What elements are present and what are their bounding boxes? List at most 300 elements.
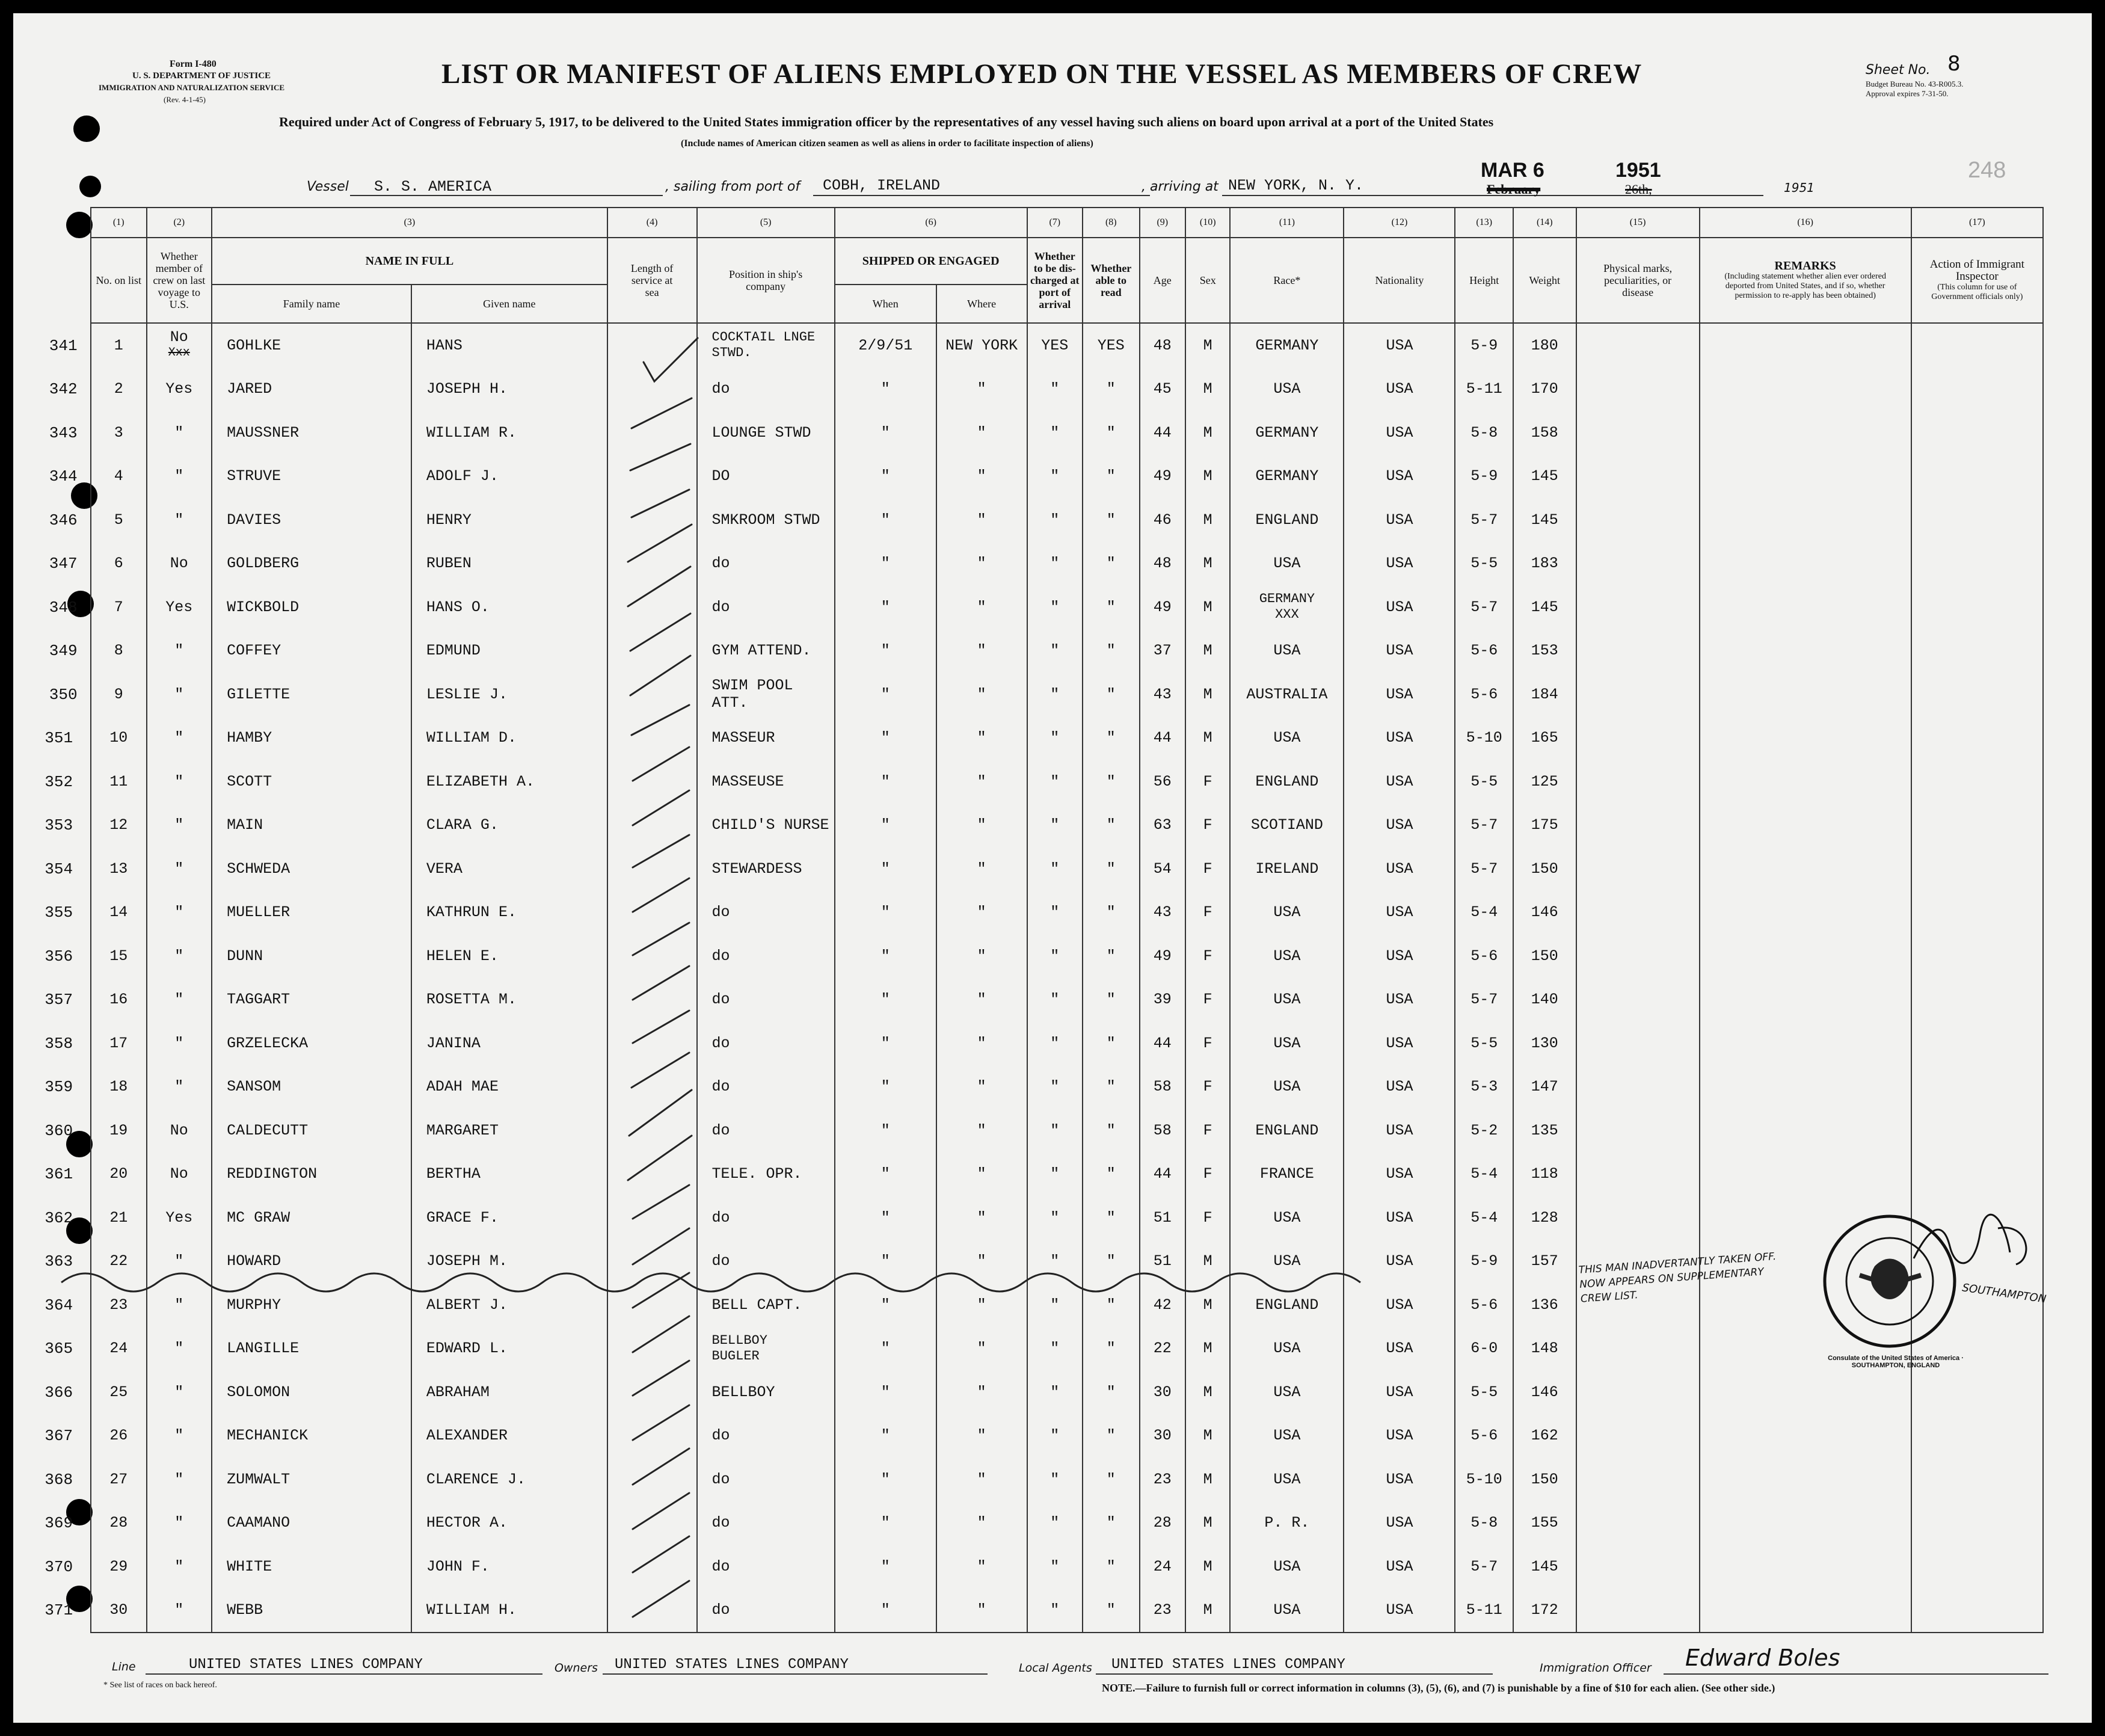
- cell-height: 5-8: [1455, 411, 1513, 455]
- margin-number: 349: [49, 642, 78, 660]
- cell-able-to-read: ": [1083, 455, 1140, 499]
- cell-age: 42: [1140, 1283, 1185, 1327]
- table-row: [91, 411, 2043, 455]
- row-number-value: 30: [109, 1601, 128, 1619]
- approval-expires: Approval expires 7-31-50.: [1866, 89, 1949, 98]
- port-from-underline: [813, 195, 1150, 196]
- cell-remarks: [1700, 1065, 1911, 1109]
- col4-num: (4): [607, 208, 697, 238]
- cell-able-to-read: ": [1083, 1545, 1140, 1589]
- inspector-title: Action of Immigrant Inspector: [1929, 258, 2024, 283]
- slash-mark: [629, 1090, 692, 1136]
- cell-weight: 158: [1513, 411, 1576, 455]
- cell-able-to-read: ": [1083, 629, 1140, 673]
- cell-last-voyage: ": [147, 1283, 212, 1327]
- cell-position: SWIM POOL ATT.: [697, 673, 835, 716]
- cell-nationality: USA: [1344, 323, 1455, 368]
- cell-nationality: USA: [1344, 1283, 1455, 1327]
- cell-discharged: ": [1027, 368, 1083, 411]
- cell-position: do: [697, 1545, 835, 1589]
- cell-shipped-when: ": [835, 891, 936, 935]
- cell-able-to-read: ": [1083, 1109, 1140, 1153]
- cell-row-number: [45, 1545, 147, 1589]
- cell-shipped-when: ": [835, 847, 936, 891]
- margin-number: 348: [49, 598, 78, 617]
- cell-row-number: [45, 716, 147, 760]
- page-stamp: 248: [1968, 158, 2006, 183]
- struck-value: Xxx: [168, 346, 190, 360]
- row-number-value: 18: [109, 1078, 128, 1096]
- cell-age: 58: [1140, 1065, 1185, 1109]
- cell-last-voyage: ": [147, 1545, 212, 1589]
- cell-shipped-where: ": [936, 411, 1027, 455]
- cell-physical-marks: [1576, 760, 1700, 804]
- cell-nationality: USA: [1344, 847, 1455, 891]
- cell-shipped-where: ": [936, 1457, 1027, 1501]
- cell-able-to-read: ": [1083, 585, 1140, 629]
- cell-position: do: [697, 1065, 835, 1109]
- include-note: (Include names of American citizen seamen as well as aliens in order to facilitate inspection of aliens): [681, 138, 1093, 149]
- cell-remarks: [1700, 1501, 1911, 1545]
- cell-nationality: USA: [1344, 368, 1455, 411]
- cell-discharged: ": [1027, 1370, 1083, 1414]
- row-number-value: 22: [109, 1252, 128, 1270]
- cell-age: 45: [1140, 368, 1185, 411]
- cell-shipped-when: ": [835, 1589, 936, 1633]
- cell-nationality: USA: [1344, 1370, 1455, 1414]
- cell-shipped-where: ": [936, 629, 1027, 673]
- col-shipped-engaged: SHIPPED OR ENGAGED: [835, 238, 1027, 285]
- cell-discharged: ": [1027, 455, 1083, 499]
- cell-race: USA: [1230, 934, 1344, 978]
- cell-discharged: ": [1027, 1501, 1083, 1545]
- row-number-value: 26: [109, 1427, 128, 1445]
- cell-nationality: USA: [1344, 1196, 1455, 1240]
- struck-month: February: [1487, 182, 1541, 197]
- sheet-number: 8: [1947, 52, 1961, 76]
- cell-family-name: GOLDBERG: [212, 542, 411, 586]
- cell-position: MASSEUSE: [697, 760, 835, 804]
- cell-given-name: EDMUND: [411, 629, 607, 673]
- cell-able-to-read: ": [1083, 804, 1140, 848]
- cell-family-name: TAGGART: [212, 978, 411, 1022]
- cell-family-name: SCHWEDA: [212, 847, 411, 891]
- cell-age: 44: [1140, 411, 1185, 455]
- agents-label: Local Agents: [1019, 1661, 1092, 1675]
- sailing-label: , sailing from port of: [665, 179, 801, 194]
- cell-row-number: [45, 804, 147, 848]
- cell-nationality: USA: [1344, 1109, 1455, 1153]
- margin-number: 370: [45, 1557, 73, 1576]
- cell-position: do: [697, 368, 835, 411]
- slash-mark: [633, 1185, 689, 1219]
- cell-position: GYM ATTEND.: [697, 629, 835, 673]
- cell-shipped-where: ": [936, 368, 1027, 411]
- col-when: When: [835, 285, 936, 323]
- cell-physical-marks: [1576, 1589, 1700, 1633]
- cell-given-name: ADAH MAE: [411, 1065, 607, 1109]
- cell-age: 44: [1140, 1153, 1185, 1196]
- cell-remarks: [1700, 542, 1911, 586]
- table-row: [91, 1327, 2043, 1371]
- cell-nationality: USA: [1344, 804, 1455, 848]
- cell-race: GERMANY XXX: [1230, 585, 1344, 629]
- cell-position: BELLBOY BUGLER: [697, 1327, 835, 1371]
- cell-inspector-action: [1911, 1457, 2043, 1501]
- cell-given-name: VERA: [411, 847, 607, 891]
- slash-mark: [632, 1053, 689, 1088]
- cell-sex: F: [1185, 891, 1230, 935]
- stamp-text: Consulate of the United States of America · SOUTHAMPTON, ENGLAND: [1828, 1355, 1964, 1369]
- cell-physical-marks: [1576, 716, 1700, 760]
- slash-mark: [633, 1448, 689, 1485]
- cell-height: 5-4: [1455, 1196, 1513, 1240]
- cell-row-number: [49, 323, 147, 368]
- cell-race: USA: [1230, 1457, 1344, 1501]
- officer-label: Immigration Officer: [1540, 1661, 1652, 1675]
- cell-sex: M: [1185, 1545, 1230, 1589]
- cell-able-to-read: ": [1083, 1240, 1140, 1284]
- cell-weight: 145: [1513, 585, 1576, 629]
- cell-given-name: ELIZABETH A.: [411, 760, 607, 804]
- cell-race: USA: [1230, 1414, 1344, 1458]
- cell-last-voyage: ": [147, 455, 212, 499]
- cell-weight: 150: [1513, 847, 1576, 891]
- margin-number: 368: [45, 1470, 73, 1489]
- cell-weight: 146: [1513, 1370, 1576, 1414]
- cell-physical-marks: [1576, 804, 1700, 848]
- cell-shipped-where: ": [936, 585, 1027, 629]
- cell-row-number: [49, 368, 147, 411]
- cell-shipped-where: ": [936, 455, 1027, 499]
- col-discharged: Whether to be dis-charged at port of arrival: [1027, 238, 1083, 323]
- cell-inspector-action: [1911, 1021, 2043, 1065]
- cell-shipped-where: ": [936, 1327, 1027, 1371]
- cell-family-name: WICKBOLD: [212, 585, 411, 629]
- remark-note: THIS MAN INADVERTANTLY TAKEN OFF. NOW APPEARS ON SUPPLEMENTARY CREW LIST.: [1578, 1250, 1777, 1305]
- cell-position: STEWARDESS: [697, 847, 835, 891]
- cell-inspector-action: [1911, 411, 2043, 455]
- cell-given-name: JOSEPH H.: [411, 368, 607, 411]
- cell-weight: 148: [1513, 1327, 1576, 1371]
- cell-remarks: [1700, 978, 1911, 1022]
- cell-physical-marks: [1576, 673, 1700, 716]
- cell-shipped-where: ": [936, 978, 1027, 1022]
- cell-last-voyage: No: [147, 1153, 212, 1196]
- cell-weight: 157: [1513, 1240, 1576, 1284]
- manifest-sheet: [13, 13, 2092, 1723]
- cell-physical-marks: [1576, 934, 1700, 978]
- cell-shipped-where: ": [936, 1501, 1027, 1545]
- cell-family-name: MAUSSNER: [212, 411, 411, 455]
- cell-position: LOUNGE STWD: [697, 411, 835, 455]
- col-family-name: Family name: [212, 285, 411, 323]
- cell-given-name: HENRY: [411, 498, 607, 542]
- cell-shipped-when: ": [835, 804, 936, 848]
- crew-rows: [45, 323, 2043, 1633]
- cell-remarks: [1700, 1589, 1911, 1633]
- cell-shipped-when: ": [835, 1501, 936, 1545]
- cell-given-name: HANS O.: [411, 585, 607, 629]
- cell-shipped-when: ": [835, 455, 936, 499]
- cell-last-voyage: [147, 323, 212, 368]
- cell-height: 5-11: [1455, 1589, 1513, 1633]
- row-number-value: 8: [114, 642, 123, 660]
- cell-discharged: ": [1027, 1153, 1083, 1196]
- cell-discharged: ": [1027, 1414, 1083, 1458]
- cell-age: 37: [1140, 629, 1185, 673]
- cell-shipped-when: ": [835, 1414, 936, 1458]
- cell-physical-marks: [1576, 455, 1700, 499]
- cell-remarks: [1700, 716, 1911, 760]
- cell-discharged: ": [1027, 1545, 1083, 1589]
- row-number-value: 12: [109, 816, 128, 834]
- owners-underline: [603, 1673, 988, 1675]
- margin-number: 354: [45, 860, 73, 878]
- southampton-note: SOUTHAMPTON: [1961, 1281, 2047, 1306]
- col-weight: Weight: [1513, 238, 1576, 323]
- slash-mark: [628, 567, 690, 606]
- cell-family-name: WEBB: [212, 1589, 411, 1633]
- cell-age: 30: [1140, 1414, 1185, 1458]
- cell-family-name: CALDECUTT: [212, 1109, 411, 1153]
- cell-inspector-action: [1911, 978, 2043, 1022]
- cell-inspector-action: [1911, 673, 2043, 716]
- cell-shipped-where: ": [936, 498, 1027, 542]
- cell-row-number: [45, 1501, 147, 1545]
- row-number-value: 23: [109, 1296, 128, 1314]
- col1-num: (1): [91, 208, 147, 238]
- cell-shipped-when: ": [835, 585, 936, 629]
- cell-height: 5-8: [1455, 1501, 1513, 1545]
- cell-weight: 170: [1513, 368, 1576, 411]
- col15-num: (15): [1576, 208, 1700, 238]
- cell-shipped-where: ": [936, 1283, 1027, 1327]
- cell-nationality: USA: [1344, 1414, 1455, 1458]
- cell-weight: 165: [1513, 716, 1576, 760]
- table-row: [91, 716, 2043, 760]
- cell-able-to-read: ": [1083, 1065, 1140, 1109]
- cell-row-number: [49, 455, 147, 499]
- agents-company: UNITED STATES LINES COMPANY: [1111, 1657, 1345, 1673]
- slash-mark: [630, 656, 690, 695]
- cell-position: MASSEUR: [697, 716, 835, 760]
- col10-num: (10): [1185, 208, 1230, 238]
- cell-sex: F: [1185, 1153, 1230, 1196]
- struck-day: 26th,: [1625, 182, 1652, 197]
- cell-nationality: USA: [1344, 1457, 1455, 1501]
- cell-weight: 140: [1513, 978, 1576, 1022]
- col6-num: (6): [835, 208, 1027, 238]
- cell-position: do: [697, 1109, 835, 1153]
- cell-shipped-where: ": [936, 1414, 1027, 1458]
- cell-sex: M: [1185, 542, 1230, 586]
- cell-race: ENGLAND: [1230, 760, 1344, 804]
- cell-height: 5-6: [1455, 673, 1513, 716]
- cell-inspector-action: [1911, 1370, 2043, 1414]
- cell-shipped-where: ": [936, 673, 1027, 716]
- cell-shipped-where: ": [936, 1240, 1027, 1284]
- margin-number: 352: [45, 772, 73, 791]
- cell-nationality: USA: [1344, 1240, 1455, 1284]
- cell-age: 56: [1140, 760, 1185, 804]
- cell-discharged: ": [1027, 629, 1083, 673]
- cell-family-name: CAAMANO: [212, 1501, 411, 1545]
- cell-sex: F: [1185, 804, 1230, 848]
- cell-height: 5-4: [1455, 1153, 1513, 1196]
- cell-able-to-read: ": [1083, 1153, 1140, 1196]
- cell-given-name: JOSEPH M.: [411, 1240, 607, 1284]
- col8-num: (8): [1083, 208, 1140, 238]
- cell-row-number: [49, 673, 147, 716]
- cell-shipped-when: ": [835, 978, 936, 1022]
- cell-inspector-action: [1911, 847, 2043, 891]
- cell-remarks: [1700, 673, 1911, 716]
- cell-given-name: LESLIE J.: [411, 673, 607, 716]
- slash-mark: [633, 1405, 689, 1440]
- cell-shipped-when: ": [835, 716, 936, 760]
- cell-race: GERMANY: [1230, 455, 1344, 499]
- cell-last-voyage: No: [147, 1109, 212, 1153]
- cell-race: USA: [1230, 1196, 1344, 1240]
- cell-inspector-action: [1911, 1065, 2043, 1109]
- cell-row-number: [45, 1153, 147, 1196]
- cell-remarks: [1700, 585, 1911, 629]
- cell-inspector-action: [1911, 629, 2043, 673]
- cell-able-to-read: ": [1083, 1457, 1140, 1501]
- margin-number: 350: [49, 685, 78, 704]
- row-number-value: 21: [109, 1208, 128, 1227]
- cell-able-to-read: ": [1083, 1327, 1140, 1371]
- cell-discharged: ": [1027, 978, 1083, 1022]
- cell-able-to-read: ": [1083, 1021, 1140, 1065]
- cell-sex: F: [1185, 847, 1230, 891]
- col2-num: (2): [147, 208, 212, 238]
- cell-sex: M: [1185, 323, 1230, 368]
- cell-remarks: [1700, 1457, 1911, 1501]
- cell-given-name: HELEN E.: [411, 934, 607, 978]
- cell-weight: 155: [1513, 1501, 1576, 1545]
- cell-sex: M: [1185, 1414, 1230, 1458]
- cell-last-voyage: ": [147, 1501, 212, 1545]
- margin-number: 341: [49, 336, 78, 355]
- cell-given-name: BERTHA: [411, 1153, 607, 1196]
- col13-num: (13): [1455, 208, 1513, 238]
- margin-number: 343: [49, 423, 78, 442]
- cell-height: 5-7: [1455, 585, 1513, 629]
- line-company: UNITED STATES LINES COMPANY: [189, 1657, 423, 1673]
- cell-position: SMKROOM STWD: [697, 498, 835, 542]
- cell-weight: 118: [1513, 1153, 1576, 1196]
- cell-age: 43: [1140, 891, 1185, 935]
- cell-physical-marks: [1576, 498, 1700, 542]
- col-length-service: Length of service at sea: [607, 238, 697, 323]
- cell-shipped-where: NEW YORK: [936, 323, 1027, 368]
- slash-mark: [633, 790, 689, 825]
- cell-inspector-action: [1911, 716, 2043, 760]
- cell-sex: M: [1185, 1501, 1230, 1545]
- cell-weight: 135: [1513, 1109, 1576, 1153]
- cell-race: USA: [1230, 1065, 1344, 1109]
- table-row: [91, 760, 2043, 804]
- cell-able-to-read: ": [1083, 978, 1140, 1022]
- cell-family-name: MECHANICK: [212, 1414, 411, 1458]
- cell-height: 5-5: [1455, 760, 1513, 804]
- slash-mark: [633, 747, 689, 781]
- form-number: Form I-480: [170, 59, 217, 69]
- cell-remarks: [1700, 1153, 1911, 1196]
- slash-mark: [633, 1316, 689, 1352]
- cell-weight: 162: [1513, 1414, 1576, 1458]
- cell-physical-marks: [1576, 1414, 1700, 1458]
- cell-age: 49: [1140, 585, 1185, 629]
- cell-race: GERMANY: [1230, 323, 1344, 368]
- col16-num: (16): [1700, 208, 1911, 238]
- cell-weight: 146: [1513, 891, 1576, 935]
- slash-mark: [633, 1228, 689, 1264]
- cell-physical-marks: [1576, 1327, 1700, 1371]
- slash-mark: [628, 1136, 692, 1180]
- table-row: [91, 542, 2043, 586]
- cell-inspector-action: [1911, 585, 2043, 629]
- col3-num: (3): [212, 208, 607, 238]
- margin-number: 357: [45, 991, 73, 1009]
- cell-shipped-where: ": [936, 1153, 1027, 1196]
- cell-inspector-action: [1911, 760, 2043, 804]
- slash-mark: [632, 490, 689, 517]
- cell-last-voyage: ": [147, 891, 212, 935]
- cell-position: BELLBOY: [697, 1370, 835, 1414]
- row-number-value: 1: [114, 336, 123, 354]
- cell-able-to-read: ": [1083, 847, 1140, 891]
- cell-weight: 145: [1513, 455, 1576, 499]
- page-title: LIST OR MANIFEST OF ALIENS EMPLOYED ON THE VESSEL AS MEMBERS OF CREW: [441, 58, 1643, 90]
- cell-shipped-when: ": [835, 1021, 936, 1065]
- slash-mark: [633, 1493, 689, 1529]
- margin-number: 363: [45, 1252, 73, 1271]
- cell-height: 5-10: [1455, 1457, 1513, 1501]
- cell-discharged: ": [1027, 1589, 1083, 1633]
- row-number-value: 14: [109, 903, 128, 922]
- cell-last-voyage: ": [147, 1370, 212, 1414]
- cell-race: SCOTIAND: [1230, 804, 1344, 848]
- cell-race: USA: [1230, 629, 1344, 673]
- cell-height: 5-9: [1455, 1240, 1513, 1284]
- cell-age: 43: [1140, 673, 1185, 716]
- cell-height: 5-7: [1455, 498, 1513, 542]
- date-stamp-year: 1951: [1615, 159, 1661, 182]
- cell-age: 46: [1140, 498, 1185, 542]
- cell-height: 5-10: [1455, 716, 1513, 760]
- col7-num: (7): [1027, 208, 1083, 238]
- cell-physical-marks: [1576, 1153, 1700, 1196]
- cell-height: 5-6: [1455, 934, 1513, 978]
- cell-nationality: USA: [1344, 1153, 1455, 1196]
- port-from: COBH, IRELAND: [823, 177, 941, 194]
- cell-family-name: MAIN: [212, 804, 411, 848]
- officer-underline: [1664, 1673, 2048, 1675]
- cell-row-number: [45, 1370, 147, 1414]
- cell-last-voyage: Yes: [147, 1196, 212, 1240]
- col-nationality: Nationality: [1344, 238, 1455, 323]
- cell-race: USA: [1230, 368, 1344, 411]
- cell-physical-marks: [1576, 1501, 1700, 1545]
- cell-remarks: [1700, 1414, 1911, 1458]
- table-row: [91, 585, 2043, 629]
- cell-shipped-where: ": [936, 760, 1027, 804]
- budget-bureau: Budget Bureau No. 43-R005.3.: [1866, 79, 1964, 88]
- cell-shipped-where: ": [936, 1589, 1027, 1633]
